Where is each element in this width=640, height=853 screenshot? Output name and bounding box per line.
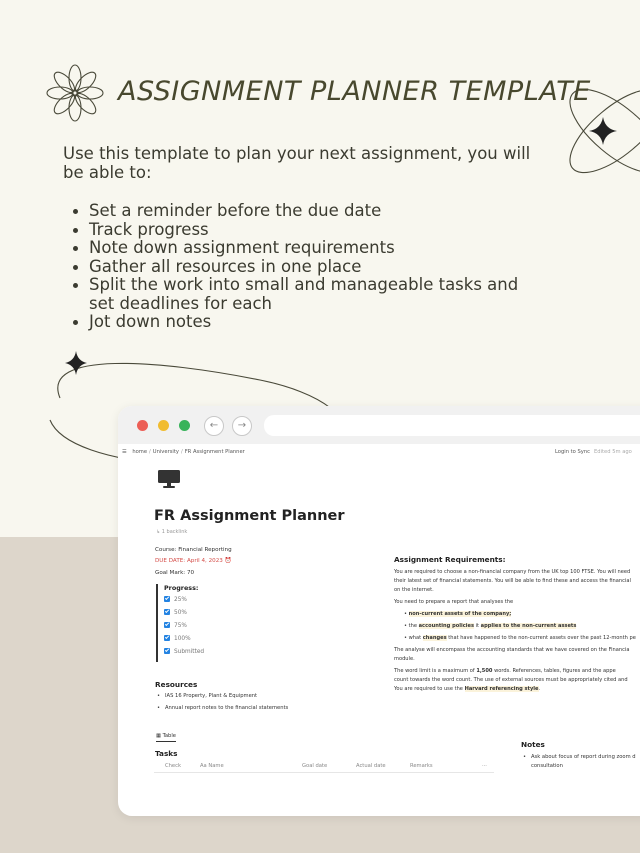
goal-mark-property: Goal Mark: 70 <box>155 570 195 576</box>
resource-item[interactable]: • IAS 16 Property, Plant & Equipment <box>165 693 257 699</box>
checkbox-checked-icon <box>164 596 170 602</box>
edited-time: Edited 5m ago <box>594 449 632 455</box>
backlink[interactable]: ↳ 1 backlink <box>156 529 188 535</box>
maximize-window-button[interactable] <box>179 420 190 431</box>
checkbox-item[interactable]: Submitted <box>164 648 204 655</box>
req-bullet: • the accounting policies it applies to the non-current assets <box>404 623 577 629</box>
list-item: Note down assignment requirements <box>63 239 543 258</box>
req-line: You need to prepare a report that analyses the <box>394 599 514 605</box>
column-header-goal-date[interactable]: Goal date <box>302 763 328 769</box>
req-line: You are required to use the Harvard referencing style. <box>394 686 541 692</box>
req-line: The analyse will encompass the accounting standards that we have covered on the Financia <box>394 647 630 653</box>
browser-toolbar <box>118 406 640 444</box>
table-divider <box>154 772 494 773</box>
address-bar[interactable] <box>264 415 640 436</box>
minimize-window-button[interactable] <box>158 420 169 431</box>
column-header-actual-date[interactable]: Actual date <box>356 763 386 769</box>
breadcrumb-current[interactable]: FR Assignment Planner <box>184 449 245 455</box>
req-line: module. <box>394 656 415 662</box>
breadcrumb: ☰ home / University / FR Assignment Planner <box>122 449 245 455</box>
list-item: Split the work into small and manageable tasks and set deadlines for each <box>63 276 543 313</box>
table-view-tab[interactable]: ▦ Table <box>156 733 176 742</box>
checkbox-checked-icon <box>164 648 170 654</box>
requirements-heading: Assignment Requirements: <box>394 555 506 564</box>
column-header-check[interactable]: Check <box>165 763 181 769</box>
flower-icon <box>47 65 103 121</box>
menu-icon[interactable]: ☰ <box>122 449 127 455</box>
more-options-icon[interactable]: ··· <box>482 763 487 769</box>
checkbox-item[interactable]: 25% <box>164 596 187 603</box>
doc-title: FR Assignment Planner <box>154 508 345 524</box>
intro-text: Use this template to plan your next assignment, you will be able to: <box>63 144 531 182</box>
req-line: their latest set of financial statements. You will be able to find these and access the financial <box>394 578 631 584</box>
req-line: You are required to choose a non-financial company from the UK top 100 FTSE. You will need <box>394 569 631 575</box>
req-bullet: • what changes that have happened to the non-current assets over the past 12-month pe <box>404 635 636 641</box>
table-icon: ▦ <box>156 733 161 739</box>
list-item: Track progress <box>63 221 543 240</box>
back-arrow-icon[interactable]: ← <box>204 416 224 436</box>
req-line: on the internet. <box>394 587 434 593</box>
req-bullet: • non-current assets of the company; <box>404 611 512 617</box>
req-line: The word limit is a maximum of 1,500 words. References, tables, figures and the appe <box>394 668 616 674</box>
tasks-heading: Tasks <box>155 749 178 758</box>
progress-callout <box>156 584 228 662</box>
checkbox-checked-icon <box>164 635 170 641</box>
checkbox-item[interactable]: 100% <box>164 635 191 642</box>
close-window-button[interactable] <box>137 420 148 431</box>
checkbox-item[interactable]: 75% <box>164 622 187 629</box>
sync-status <box>555 449 632 455</box>
due-date-property: DUE DATE: April 4, 2023 ⏰ <box>155 558 232 564</box>
login-sync-button[interactable]: Login to Sync <box>555 449 591 455</box>
req-line: count towards the word count. The use of external sources must be appropriately cited and <box>394 677 628 683</box>
checkbox-checked-icon <box>164 609 170 615</box>
resource-item[interactable]: • Annual report notes to the financial statements <box>165 705 288 711</box>
list-item: Gather all resources in one place <box>63 258 543 277</box>
course-property: Course: Financial Reporting <box>155 547 232 553</box>
forward-arrow-icon[interactable]: → <box>232 416 252 436</box>
list-item: Jot down notes <box>63 313 543 332</box>
sparkle-icon <box>589 117 617 145</box>
progress-title: Progress: <box>164 584 199 592</box>
due-date-value[interactable]: April 4, 2023 <box>186 558 223 564</box>
browser-window <box>118 406 640 816</box>
checkbox-checked-icon <box>164 622 170 628</box>
resources-heading: Resources <box>155 680 198 689</box>
column-header-remarks[interactable]: Remarks <box>410 763 433 769</box>
sparkle-icon-small <box>65 351 87 375</box>
alarm-icon: ⏰ <box>224 558 232 564</box>
list-item: Set a reminder before the due date <box>63 202 543 221</box>
page-title: ASSIGNMENT PLANNER TEMPLATE <box>118 76 591 107</box>
column-header-name[interactable]: Aa Name <box>200 763 224 769</box>
breadcrumb-university[interactable]: University <box>152 449 179 455</box>
note-item: • Ask about focus of report during zoom d <box>531 754 636 760</box>
feature-list <box>63 202 543 332</box>
breadcrumb-home[interactable]: home <box>132 449 148 455</box>
note-item-continued: consultation <box>531 763 563 769</box>
notes-heading: Notes <box>521 740 545 749</box>
checkbox-item[interactable]: 50% <box>164 609 187 616</box>
monitor-icon <box>158 470 180 488</box>
